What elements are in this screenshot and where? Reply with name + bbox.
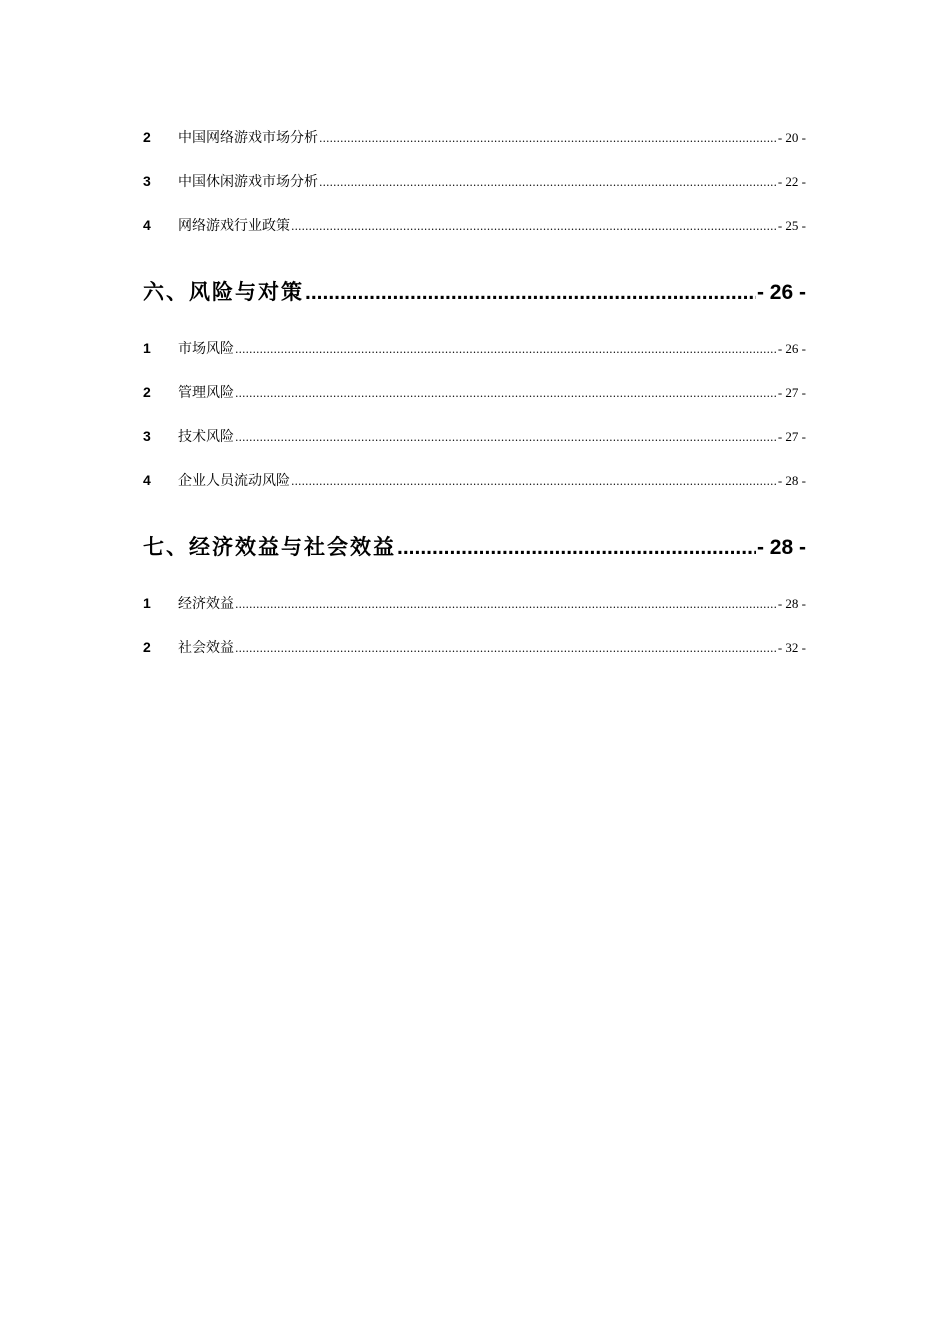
toc-entry-page: - 20 - xyxy=(777,130,806,145)
toc-entry-label: 中国网络游戏市场分析 xyxy=(178,130,318,146)
toc-section-heading[interactable] xyxy=(143,276,806,308)
toc-entry[interactable] xyxy=(143,470,806,492)
toc-entry-page: - 25 - xyxy=(777,218,806,233)
toc-entry[interactable] xyxy=(143,127,806,149)
toc-dot-leader xyxy=(235,341,777,357)
toc-entry-page: - 22 - xyxy=(777,174,806,189)
toc-entry[interactable] xyxy=(143,171,806,193)
toc-entry-label: 技术风险 xyxy=(178,429,234,445)
toc-entry[interactable] xyxy=(143,426,806,448)
toc-entry-label: 市场风险 xyxy=(178,341,234,357)
toc-entry-number: 4 xyxy=(143,472,151,488)
toc-entry-label: 社会效益 xyxy=(178,640,234,656)
toc-entry-number: 1 xyxy=(143,595,151,611)
toc-entry-number: 4 xyxy=(143,217,151,233)
toc-entry-number: 3 xyxy=(143,173,151,189)
toc-entry-page: - 32 - xyxy=(777,640,806,655)
toc-section-page: - 28 - xyxy=(756,536,806,559)
toc-entry-number: 2 xyxy=(143,384,151,400)
toc-dot-leader xyxy=(235,596,777,612)
toc-entry-label: 中国休闲游戏市场分析 xyxy=(178,174,318,190)
toc-dot-leader xyxy=(235,385,777,401)
toc-dot-leader xyxy=(235,429,777,445)
toc-dot-leader xyxy=(291,218,777,234)
toc-entry-label: 企业人员流动风险 xyxy=(178,473,290,489)
toc-entry-page: - 28 - xyxy=(777,473,806,488)
toc-entry-number: 2 xyxy=(143,639,151,655)
toc-entry[interactable] xyxy=(143,338,806,360)
toc-dot-leader xyxy=(291,473,777,489)
toc-entry-page: - 27 - xyxy=(777,385,806,400)
toc-entry-page: - 27 - xyxy=(777,429,806,444)
toc-dot-leader xyxy=(319,174,777,190)
toc-dot-leader xyxy=(235,640,777,656)
toc-dot-leader xyxy=(305,280,756,305)
toc-entry-page: - 28 - xyxy=(777,596,806,611)
toc-entry[interactable] xyxy=(143,593,806,615)
toc-entry-label: 管理风险 xyxy=(178,385,234,401)
toc-entry[interactable] xyxy=(143,215,806,237)
toc-entry-label: 经济效益 xyxy=(178,596,234,612)
toc-entry-number: 2 xyxy=(143,129,151,145)
toc-dot-leader xyxy=(397,535,756,560)
toc-entry[interactable] xyxy=(143,382,806,404)
toc-section-label: 七、经济效益与社会效益 xyxy=(143,534,396,559)
toc-section-label: 六、风险与对策 xyxy=(143,279,304,304)
toc-dot-leader xyxy=(319,130,777,146)
toc-section-page: - 26 - xyxy=(756,281,806,304)
toc-section-heading[interactable] xyxy=(143,531,806,563)
toc-entry-page: - 26 - xyxy=(777,341,806,356)
toc-entry-label: 网络游戏行业政策 xyxy=(178,218,290,234)
toc-entry-number: 3 xyxy=(143,428,151,444)
toc-entry[interactable] xyxy=(143,637,806,659)
toc-entry-number: 1 xyxy=(143,340,151,356)
